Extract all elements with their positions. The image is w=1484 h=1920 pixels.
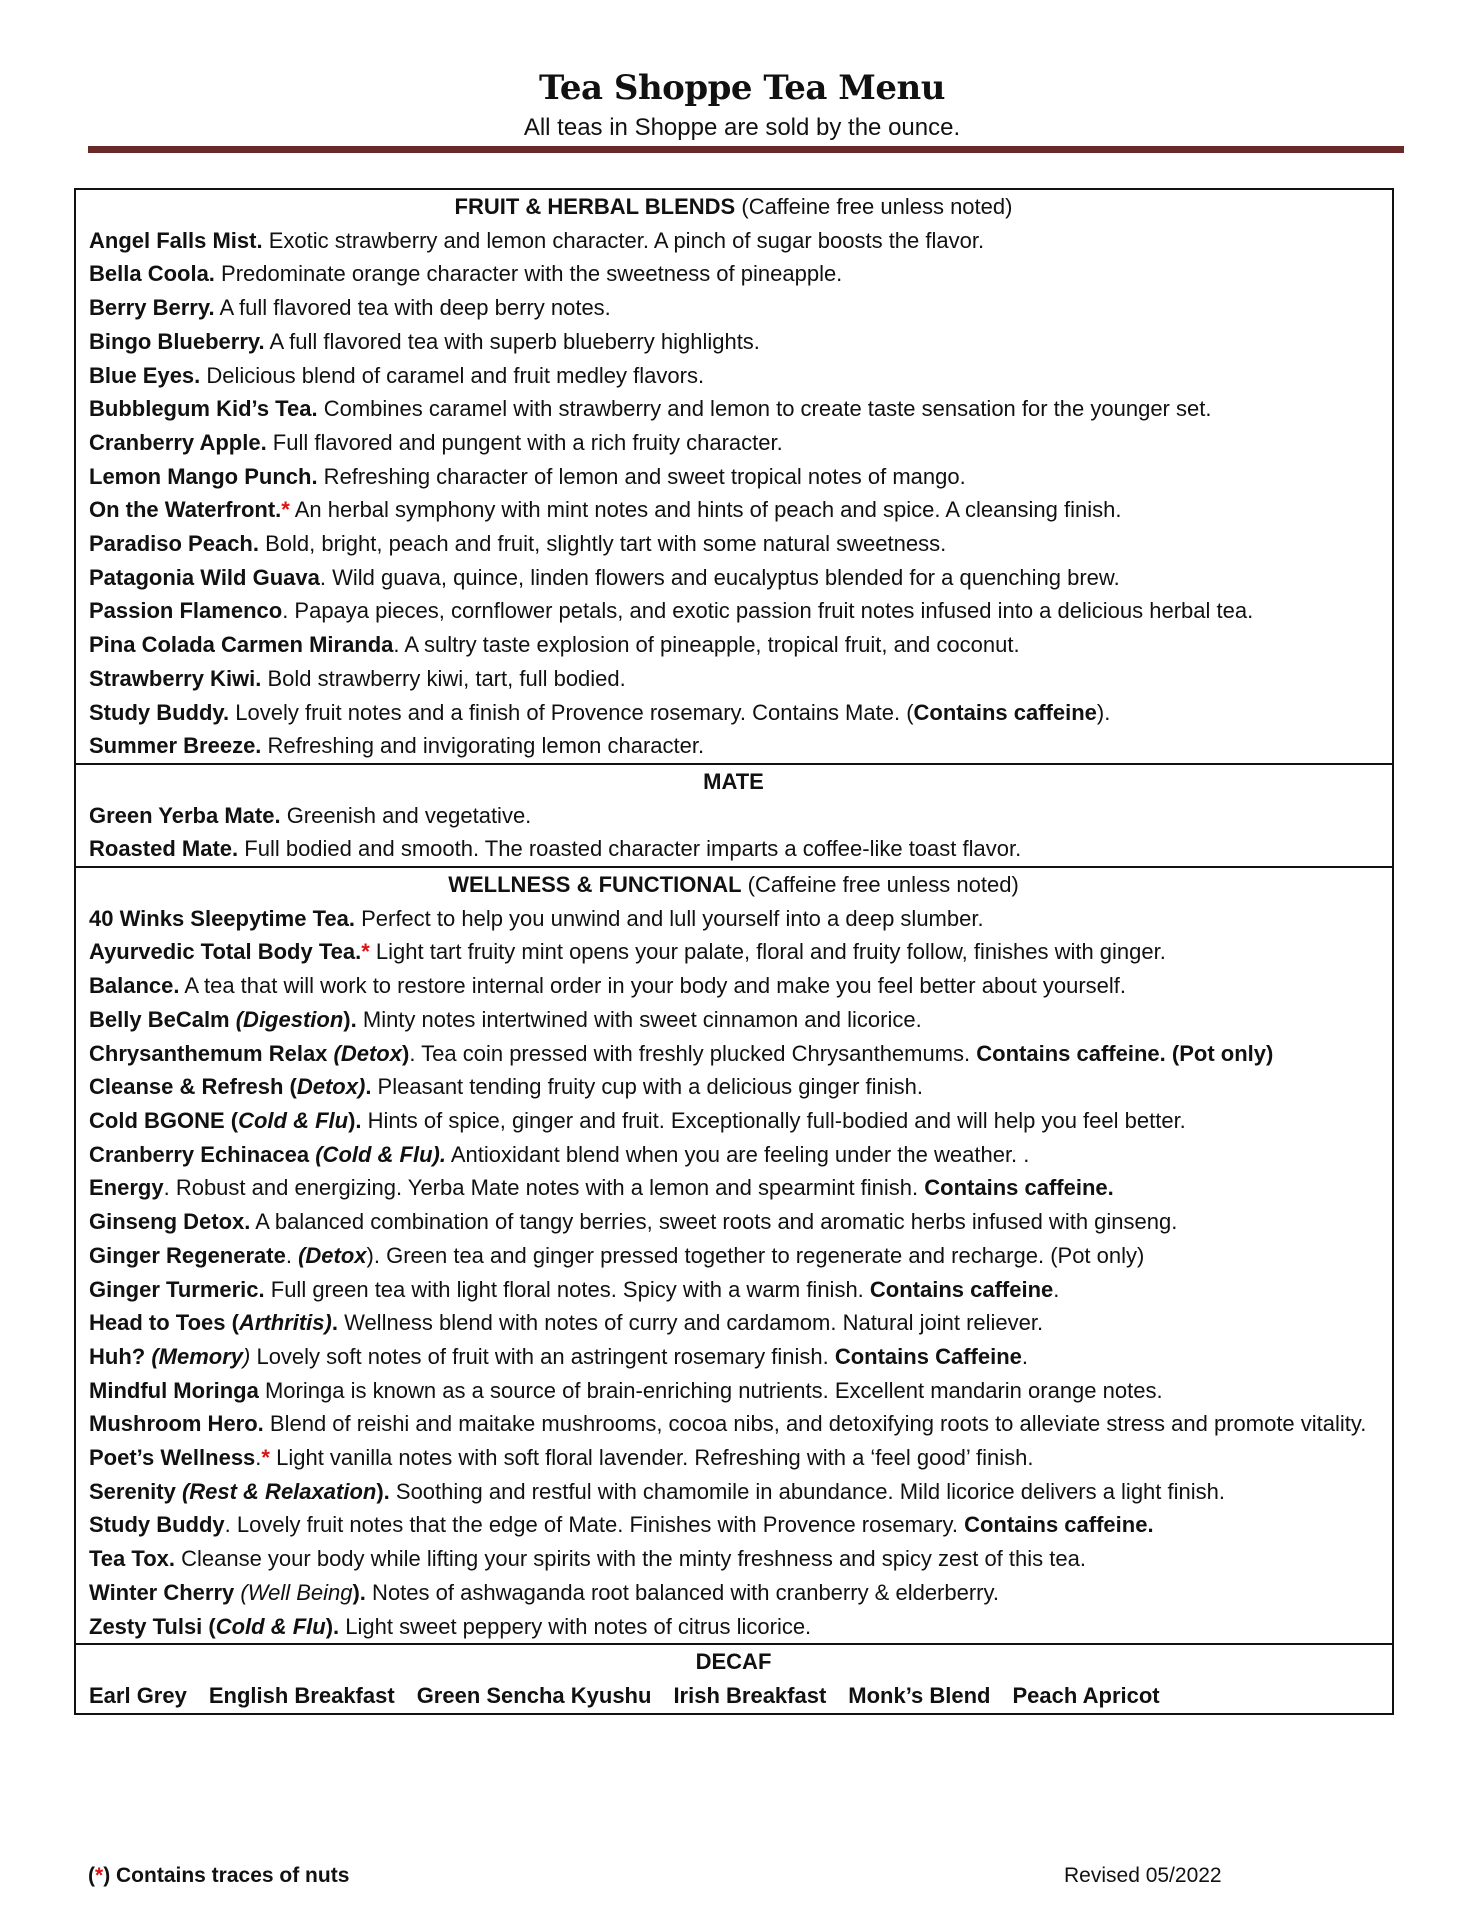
- tea-name: Energy: [89, 1175, 164, 1201]
- tea-description: Light vanilla notes with soft floral lavender. Refreshing with a ‘feel good’ finish.: [269, 1445, 1034, 1471]
- tea-item: Winter Cherry (Well Being). Notes of ashwaganda root balanced with cranberry & elderberry.: [89, 1579, 999, 1605]
- tea-description: Blend of reishi and maitake mushrooms, cocoa nibs, and detoxifying roots to alleviate stress and promote vitality.: [263, 1411, 1367, 1437]
- tea-description: Predominate orange character with the sweetness of pineapple.: [214, 261, 843, 287]
- caffeine-note: Contains caffeine. (Pot only): [976, 1040, 1274, 1066]
- tea-description: Full bodied and smooth. The roasted character imparts a coffee-like toast flavor.: [238, 836, 1022, 862]
- menu-section: [76, 763, 1392, 866]
- section-note: (Caffeine free unless noted): [735, 194, 1013, 219]
- tea-name: Ginger Regenerate: [89, 1242, 286, 1268]
- tea-item: [89, 392, 1378, 426]
- nut-asterisk: *: [95, 1864, 104, 1887]
- tea-name: Winter Cherry: [89, 1579, 241, 1605]
- tea-name: Ginger Turmeric.: [89, 1276, 265, 1302]
- tea-description: Wellness blend with notes of curry and cardamom. Natural joint reliever.: [337, 1310, 1044, 1336]
- tea-description: Moringa is known as a source of brain-enriching nutrients. Excellent mandarin orange notes.: [258, 1377, 1163, 1403]
- tea-name: Tea Tox.: [89, 1546, 175, 1572]
- tea-description: An herbal symphony with mint notes and hints of peach and spice. A cleansing finish.: [289, 497, 1122, 523]
- revision-date: Revised 05/2022: [1064, 1864, 1222, 1887]
- tea-description: Delicious blend of caramel and fruit medley flavors.: [200, 362, 705, 388]
- tea-item: [89, 527, 1378, 561]
- tea-description: . A sultry taste explosion of pineapple, tropical fruit, and coconut.: [393, 632, 1020, 658]
- tea-item: Zesty Tulsi (Cold & Flu). Light sweet peppery with notes of citrus licorice.: [89, 1613, 812, 1639]
- section-heading: [89, 190, 1378, 224]
- menu-section: [76, 190, 1392, 763]
- decaf-tea: Monk’s Blend: [848, 1682, 991, 1708]
- caffeine-note: Contains caffeine.: [964, 1512, 1154, 1538]
- tea-name: Patagonia Wild Guava: [89, 564, 320, 590]
- tea-description: Light sweet peppery with notes of citrus licorice.: [339, 1613, 812, 1639]
- page-subtitle: All teas in Shoppe are sold by the ounce.: [523, 114, 961, 141]
- decaf-section: [76, 1643, 1392, 1712]
- title-divider: [88, 146, 1404, 153]
- tea-description: A balanced combination of tangy berries, sweet roots and aromatic herbs infused with ginseng.: [250, 1209, 1178, 1235]
- tea-description: Soothing and restful with chamomile in abundance. Mild licorice delivers a light finish.: [389, 1478, 1225, 1504]
- tea-description: A tea that will work to restore internal order in your body and make you feel better about yourself.: [179, 973, 1127, 999]
- tea-description: Full green tea with light floral notes. Spicy with a warm finish.: [264, 1276, 870, 1302]
- tea-name: Berry Berry.: [89, 295, 215, 321]
- decaf-tea: Irish Breakfast: [673, 1682, 827, 1708]
- decaf-list: [89, 1679, 1378, 1713]
- tea-description: Refreshing character of lemon and sweet tropical notes of mango.: [317, 463, 966, 489]
- tea-name: Lemon Mango Punch.: [89, 463, 318, 489]
- tea-name: Ayurvedic Total Body Tea.: [89, 939, 362, 965]
- tea-name: Balance.: [89, 973, 180, 999]
- caffeine-note: Contains Caffeine: [834, 1343, 1022, 1369]
- tea-name: Study Buddy: [89, 1512, 225, 1538]
- tea-name: Poet’s Wellness: [89, 1445, 256, 1471]
- tea-name: Paradiso Peach.: [89, 531, 259, 557]
- tea-item: [89, 460, 1378, 494]
- section-heading: [89, 1645, 1378, 1679]
- tea-item: [89, 224, 1378, 258]
- tea-tag: (Rest & Relaxation: [181, 1478, 377, 1504]
- section-title: DECAF: [695, 1649, 772, 1675]
- tea-item: [89, 935, 1378, 969]
- nut-asterisk: *: [261, 1445, 270, 1471]
- tea-tag: (Digestion: [235, 1006, 344, 1032]
- tea-description: . Papaya pieces, cornflower petals, and exotic passion fruit notes infused into a delicious herbal tea.: [282, 598, 1254, 624]
- caffeine-note: Contains caffeine.: [924, 1175, 1114, 1201]
- caffeine-note: Contains caffeine: [913, 699, 1097, 725]
- tea-item: Ginger Turmeric. Full green tea with light floral notes. Spicy with a warm finish. Contains caffeine.: [89, 1276, 1060, 1302]
- section-note: (Caffeine free unless noted): [741, 872, 1019, 898]
- tea-description: Refreshing and invigorating lemon character.: [261, 733, 705, 759]
- tea-item: [89, 1508, 1378, 1542]
- tea-item: Serenity (Rest & Relaxation). Soothing and restful with chamomile in abundance. Mild licorice delivers a light finish.: [89, 1478, 1225, 1504]
- tea-name: Summer Breeze.: [89, 733, 262, 759]
- tea-tag: Arthritis): [238, 1310, 332, 1336]
- tea-tag: Cold & Flu: [215, 1613, 326, 1639]
- tea-name: Strawberry Kiwi.: [89, 665, 262, 691]
- tea-item: Head to Toes (Arthritis). Wellness blend with notes of curry and cardamom. Natural joint reliever.: [89, 1310, 1044, 1336]
- tea-name: Zesty Tulsi (: [89, 1613, 216, 1639]
- tea-item: [89, 1374, 1378, 1408]
- tea-name: Green Yerba Mate.: [89, 802, 281, 828]
- tea-name: Cranberry Apple.: [89, 429, 267, 455]
- tea-tag: (Detox: [333, 1040, 402, 1066]
- tea-description: . Wild guava, quince, linden flowers and eucalyptus blended for a quenching brew.: [319, 564, 1120, 590]
- tea-item: [89, 832, 1378, 866]
- section-heading: [89, 765, 1378, 799]
- tea-description: Perfect to help you unwind and lull yourself into a deep slumber.: [354, 905, 984, 931]
- tea-name: Pina Colada Carmen Miranda: [89, 632, 394, 658]
- tea-item: Poet’s Wellness.* Light vanilla notes with soft floral lavender. Refreshing with a ‘feel good’ finish.: [89, 1445, 1034, 1471]
- tea-item: Cold BGONE (Cold & Flu). Hints of spice, ginger and fruit. Exceptionally full-bodied and will help you feel better.: [89, 1107, 1186, 1133]
- tea-description: A full flavored tea with superb blueberry highlights.: [264, 328, 760, 354]
- tea-name: Bingo Blueberry.: [89, 328, 265, 354]
- tea-description: Lovely soft notes of fruit with an astringent rosemary finish.: [250, 1343, 835, 1369]
- tea-name: Cold BGONE (: [89, 1107, 239, 1133]
- tea-tag: (Cold & Flu).: [315, 1141, 446, 1167]
- tea-item: [89, 1542, 1378, 1576]
- tea-tag: Detox): [296, 1074, 366, 1100]
- tea-name: Mindful Moringa: [89, 1377, 259, 1403]
- tea-name: Huh?: [89, 1343, 152, 1369]
- nut-asterisk: *: [361, 939, 370, 965]
- tea-description: Bold strawberry kiwi, tart, full bodied.: [261, 665, 626, 691]
- tea-item: Belly BeCalm (Digestion). Minty notes intertwined with sweet cinnamon and licorice.: [89, 1006, 922, 1032]
- tea-description: .: [285, 1242, 299, 1268]
- tea-description: Light tart fruity mint opens your palate, floral and fruity follow, finishes with ginger.: [369, 939, 1166, 965]
- tea-item: Cleanse & Refresh (Detox). Pleasant tending fruity cup with a delicious ginger finish.: [89, 1074, 923, 1100]
- tea-tag: (Memory: [151, 1343, 244, 1369]
- tea-name: Ginseng Detox.: [89, 1209, 251, 1235]
- nut-asterisk: *: [281, 497, 290, 523]
- tea-item: [89, 594, 1378, 628]
- tea-item: [89, 493, 1378, 527]
- tea-description: . Robust and energizing. Yerba Mate notes with a lemon and spearmint finish.: [163, 1175, 925, 1201]
- tea-name: Study Buddy.: [89, 699, 230, 725]
- tea-item: [89, 257, 1378, 291]
- tea-description: A full flavored tea with deep berry notes.: [214, 295, 611, 321]
- tea-name: Blue Eyes.: [89, 362, 201, 388]
- tea-item: [89, 1171, 1378, 1205]
- tea-item: Ginger Regenerate. (Detox). Green tea and ginger pressed together to regenerate and recharge. (Pot only): [89, 1242, 1145, 1268]
- tea-description: Notes of ashwaganda root balanced with cranberry & elderberry.: [365, 1579, 999, 1605]
- tea-name: Head to Toes (: [89, 1310, 239, 1336]
- tea-item: [89, 561, 1378, 595]
- caffeine-note: Contains caffeine: [869, 1276, 1054, 1302]
- tea-name: Bella Coola.: [89, 261, 215, 287]
- tea-tag-italic: ): [243, 1343, 251, 1369]
- section-title: WELLNESS & FUNCTIONAL: [448, 872, 742, 898]
- tea-tag: Cold & Flu: [238, 1107, 349, 1133]
- tea-description: Hints of spice, ginger and fruit. Exceptionally full-bodied and will help you feel better.: [361, 1107, 1186, 1133]
- tea-item: Huh? (Memory) Lovely soft notes of fruit with an astringent rosemary finish. Contains Caffeine.: [89, 1343, 1028, 1369]
- tea-item: Study Buddy. Lovely fruit notes and a finish of Provence rosemary. Contains Mate. (Contains caffeine).: [89, 699, 1111, 725]
- tea-name: Mushroom Hero.: [89, 1411, 264, 1437]
- tea-name: Cleanse & Refresh (: [89, 1074, 297, 1100]
- decaf-tea: Green Sencha Kyushu: [416, 1682, 652, 1708]
- tea-item: [89, 1138, 1378, 1172]
- tea-description: Combines caramel with strawberry and lemon to create taste sensation for the younger set.: [317, 396, 1212, 422]
- section-title: MATE: [703, 768, 764, 794]
- tea-item: [89, 628, 1378, 662]
- tea-description: Bold, bright, peach and fruit, slightly tart with some natural sweetness.: [258, 531, 947, 557]
- tea-item: [89, 969, 1378, 1003]
- tea-description: Minty notes intertwined with sweet cinnamon and licorice.: [356, 1006, 922, 1032]
- tea-description: Pleasant tending fruity cup with a delicious ginger finish.: [371, 1074, 923, 1100]
- tea-name: Passion Flamenco: [89, 598, 283, 624]
- tea-name: Angel Falls Mist.: [89, 227, 263, 253]
- tea-item: [89, 291, 1378, 325]
- section-title: FRUIT & HERBAL BLENDS: [454, 194, 736, 219]
- tea-description: Exotic strawberry and lemon character. A pinch of sugar boosts the flavor.: [262, 227, 985, 253]
- tea-name: Belly BeCalm: [89, 1006, 236, 1032]
- decaf-tea: Earl Grey: [89, 1682, 187, 1708]
- tea-description: Greenish and vegetative.: [280, 802, 532, 828]
- tea-name: Cranberry Echinacea: [89, 1141, 316, 1167]
- nut-footnote: (*) Contains traces of nuts: [88, 1864, 350, 1887]
- tea-item: [89, 799, 1378, 833]
- tea-name: Bubblegum Kid’s Tea.: [89, 396, 318, 422]
- tea-name: Serenity: [89, 1478, 182, 1504]
- menu-section: [76, 866, 1392, 1643]
- page-title: Tea Shoppe Tea Menu: [539, 68, 945, 108]
- tea-name: Roasted Mate.: [89, 836, 239, 862]
- tea-description: . Lovely fruit notes that the edge of Mate. Finishes with Provence rosemary.: [224, 1512, 965, 1538]
- decaf-tea: English Breakfast: [208, 1682, 395, 1708]
- decaf-tea: Peach Apricot: [1012, 1682, 1160, 1708]
- tea-item: [89, 729, 1378, 763]
- tea-item: [89, 1205, 1378, 1239]
- tea-description: Antioxidant blend when you are feeling under the weather. .: [445, 1141, 1030, 1167]
- tea-item: Chrysanthemum Relax (Detox). Tea coin pressed with freshly plucked Chrysanthemums. Contains caffeine. (Pot only): [89, 1040, 1274, 1066]
- tea-name: 40 Winks Sleepytime Tea.: [89, 905, 355, 931]
- tea-item: [89, 902, 1378, 936]
- tea-item: [89, 325, 1378, 359]
- tea-item: [89, 426, 1378, 460]
- tea-description: . Tea coin pressed with freshly plucked Chrysanthemums.: [409, 1040, 977, 1066]
- tea-menu-table: [74, 188, 1394, 1715]
- tea-description: Cleanse your body while lifting your spirits with the minty freshness and spicy zest of this tea.: [174, 1546, 1086, 1572]
- tea-name: On the Waterfront.: [89, 497, 282, 523]
- tea-description: Lovely fruit notes and a finish of Provence rosemary. Contains Mate. (: [229, 699, 914, 725]
- tea-description: Full flavored and pungent with a rich fruity character.: [266, 429, 783, 455]
- tea-tag-italic: (Well Being: [240, 1579, 353, 1605]
- tea-item: [89, 1407, 1378, 1441]
- tea-item: [89, 662, 1378, 696]
- tea-item: [89, 359, 1378, 393]
- section-heading: [89, 868, 1378, 902]
- tea-name: Chrysanthemum Relax: [89, 1040, 334, 1066]
